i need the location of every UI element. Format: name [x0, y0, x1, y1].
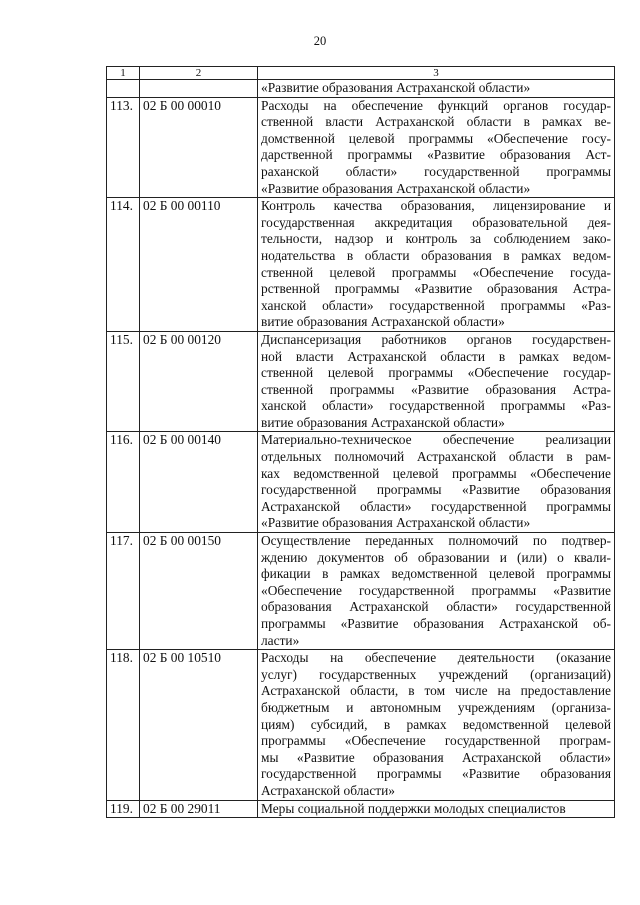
- code-description: [258, 800, 615, 818]
- code-description: [258, 432, 615, 533]
- description-line: государственной программы «Развитие образования: [261, 482, 611, 498]
- header-col-3: 3: [258, 67, 615, 80]
- description-line: ласти»: [261, 632, 300, 648]
- description-line: ной власти Астраханской области в рамках ведом-: [261, 348, 611, 364]
- header-col-2: 2: [140, 67, 258, 80]
- table-row: [107, 650, 615, 800]
- description-line: Диспансеризация работников органов государствен-: [261, 331, 611, 347]
- description-line: Расходы на обеспечение деятельности (оказание: [261, 650, 611, 666]
- description-line: тельности, надзор и контроль за соблюдением зако-: [261, 231, 611, 247]
- description-line: дарственной программы «Развитие образования Аст-: [261, 147, 611, 163]
- row-number: 115.: [107, 331, 140, 432]
- header-col-1: 1: [107, 67, 140, 80]
- row-number: 117.: [107, 533, 140, 650]
- description-line: Материально-техническое обеспечение реализации: [261, 432, 611, 448]
- code-description: [258, 97, 615, 198]
- budget-code: 02 Б 00 00110: [140, 198, 258, 332]
- description-line: мы «Развитие образования Астраханской области»: [261, 749, 611, 765]
- description-line: «Развитие образования Астраханской области»: [261, 180, 531, 196]
- page-number: 20: [313, 34, 327, 48]
- description-line: Астраханской области»: [261, 782, 395, 798]
- budget-code: 02 Б 00 10510: [140, 650, 258, 800]
- description-line: бюджетным и автономным учреждениям (организа-: [261, 699, 611, 715]
- row-number: 114.: [107, 198, 140, 332]
- description-line: Астраханской области» государственной программы: [261, 498, 611, 514]
- description-line: «Обеспечение государственной программы «Развитие: [261, 582, 611, 598]
- description-line: ках ведомственной целевой программы «Обеспечение: [261, 465, 611, 481]
- table-row: [107, 80, 615, 98]
- description-line: циям) субсидий, в рамках ведомственной целевой: [261, 716, 611, 732]
- description-line: ханской области» государственной программы «Раз-: [261, 398, 611, 414]
- description-line: услуг) государственных учреждений (организаций): [261, 666, 611, 682]
- row-number: 118.: [107, 650, 140, 800]
- row-number: 116.: [107, 432, 140, 533]
- description-line: государственная аккредитация образовательной дея-: [261, 214, 611, 230]
- description-line: Осуществление переданных полномочий по подтвер-: [261, 533, 611, 549]
- row-number: 113.: [107, 97, 140, 198]
- budget-code: 02 Б 00 29011: [140, 800, 258, 818]
- table-row: [107, 432, 615, 533]
- code-description: [258, 533, 615, 650]
- description-line: ственной целевой программы «Обеспечение государ-: [261, 365, 611, 381]
- description-line: витие образования Астраханской области»: [261, 414, 505, 430]
- table-row: [107, 533, 615, 650]
- description-line: «Развитие образования Астраханской области»: [261, 80, 531, 95]
- description-line: ственной власти Астраханской области в рамках ве-: [261, 114, 611, 130]
- budget-code: 02 Б 00 00150: [140, 533, 258, 650]
- budget-code: 02 Б 00 00120: [140, 331, 258, 432]
- description-line: Расходы на обеспечение функций органов государ-: [261, 97, 611, 113]
- description-line: программы «Развитие образования Астраханской об-: [261, 616, 611, 631]
- description-line: отдельных полномочий Астраханской области в рам-: [261, 449, 611, 465]
- table-header-row: [107, 67, 615, 80]
- code-description: [258, 331, 615, 432]
- description-line: ственной программы «Развитие образования Астра-: [261, 381, 611, 397]
- row-number: [107, 80, 140, 98]
- description-line: рственной программы «Развитие образования Астра-: [261, 281, 611, 297]
- code-description: [258, 650, 615, 800]
- description-line: государственной программы «Развитие образования: [261, 766, 611, 782]
- description-line: фикации в рамках ведомственной целевой программы: [261, 566, 611, 582]
- code-description: [258, 80, 615, 98]
- description-line: нодательства в области образования в рамках ведом-: [261, 247, 611, 263]
- budget-code: 02 Б 00 00010: [140, 97, 258, 198]
- description-line: ждению документов об образовании и (или) о квали-: [261, 549, 611, 565]
- budget-codes-table: [106, 66, 615, 818]
- row-number: 119.: [107, 800, 140, 818]
- table-row: [107, 97, 615, 198]
- code-description: [258, 198, 615, 332]
- description-line: ханской области» государственной программы «Раз-: [261, 297, 611, 313]
- description-line: образования Астраханской области» государственной: [261, 599, 611, 615]
- table-row: [107, 331, 615, 432]
- description-line: программы «Обеспечение государственной програм-: [261, 733, 611, 749]
- description-line: ственной целевой программы «Обеспечение госуда-: [261, 264, 611, 280]
- description-line: домственной целевой программы «Обеспечение госу-: [261, 130, 611, 146]
- budget-code: 02 Б 00 00140: [140, 432, 258, 533]
- description-line: Контроль качества образования, лицензирование и: [261, 198, 611, 214]
- description-line: раханской области» государственной программы: [261, 163, 611, 179]
- table-row: [107, 198, 615, 332]
- budget-code: [140, 80, 258, 98]
- description-line: Астраханской области, в том числе на предоставление: [261, 683, 611, 699]
- description-line: Меры социальной поддержки молодых специалистов: [261, 800, 566, 816]
- table-row: [107, 800, 615, 818]
- description-line: «Развитие образования Астраханской области»: [261, 515, 531, 531]
- description-line: витие образования Астраханской области»: [261, 314, 505, 330]
